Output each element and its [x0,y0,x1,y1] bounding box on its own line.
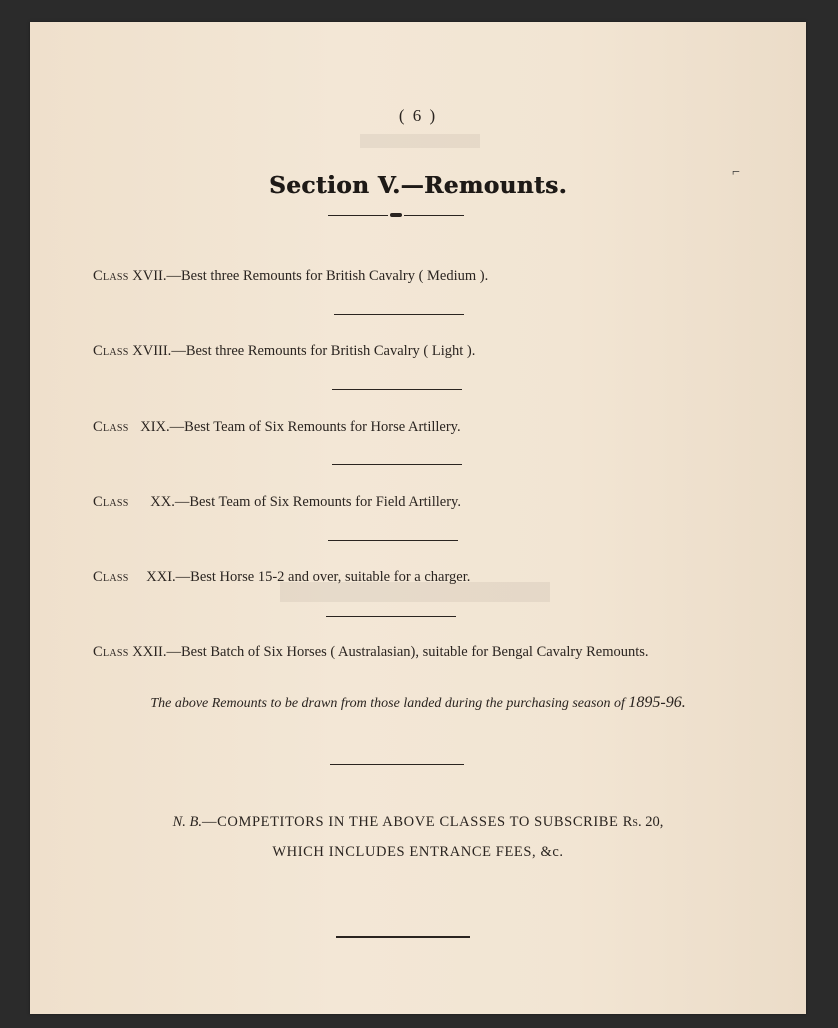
divider-rule [326,616,456,617]
divider-rule [328,540,458,541]
class-entry [93,569,470,586]
class-description: —Best Team of Six Remounts for Field Artillery. [174,494,461,510]
class-word: Class [93,644,129,660]
note-year: 1895-96. [628,694,686,711]
class-word: Class [93,419,129,435]
class-word: Class [93,268,129,284]
closing-rule [336,936,470,938]
show-through-bleed [360,134,480,148]
class-number: XVII. [132,268,167,284]
class-entry [93,644,649,661]
class-description: —Best three Remounts for British Cavalry ( Light ). [171,343,476,359]
class-number: XX. [150,494,175,510]
nb-text: —COMPETITORS IN THE ABOVE CLASSES TO SUBSCRIBE [202,814,619,830]
nb-prefix: N. B. [172,814,203,830]
divider-rule [332,389,462,390]
note-text: The above Remounts to be drawn from those landed during the purchasing season of [150,696,625,711]
divider-rule [334,314,464,315]
class-description: —Best Team of Six Remounts for Horse Artillery. [169,419,461,435]
class-description: —Best three Remounts for British Cavalry ( Medium ). [166,268,489,284]
class-word: Class [93,343,129,359]
class-description: —Best Horse 15-2 and over, suitable for a charger. [175,569,471,585]
class-number: XXII. [132,644,167,660]
class-entry [93,494,461,511]
class-entry [93,268,488,285]
document-page [30,22,806,1014]
class-entry [93,419,461,436]
class-word: Class [93,494,129,510]
class-number: XXI. [146,569,176,585]
class-description: —Best Batch of Six Horses ( Australasian), suitable for Bengal Cavalry Remounts. [166,644,649,660]
section-title: Section V.—Remounts. [269,172,567,199]
class-entry [93,343,475,360]
divider-rule [330,764,464,765]
class-number: XVIII. [132,343,172,359]
divider-rule [332,464,462,465]
class-number: XIX. [140,419,170,435]
nb-amount: Rs. 20, [622,814,664,830]
remounts-note [30,694,806,712]
class-word: Class [93,569,129,585]
nb-line-1 [30,814,806,831]
corner-mark: ⌐ [732,165,740,180]
ornamental-rule [328,215,464,216]
page-number: ( 6 ) [398,106,438,125]
nb-line-2: WHICH INCLUDES ENTRANCE FEES, &c. [272,844,564,860]
